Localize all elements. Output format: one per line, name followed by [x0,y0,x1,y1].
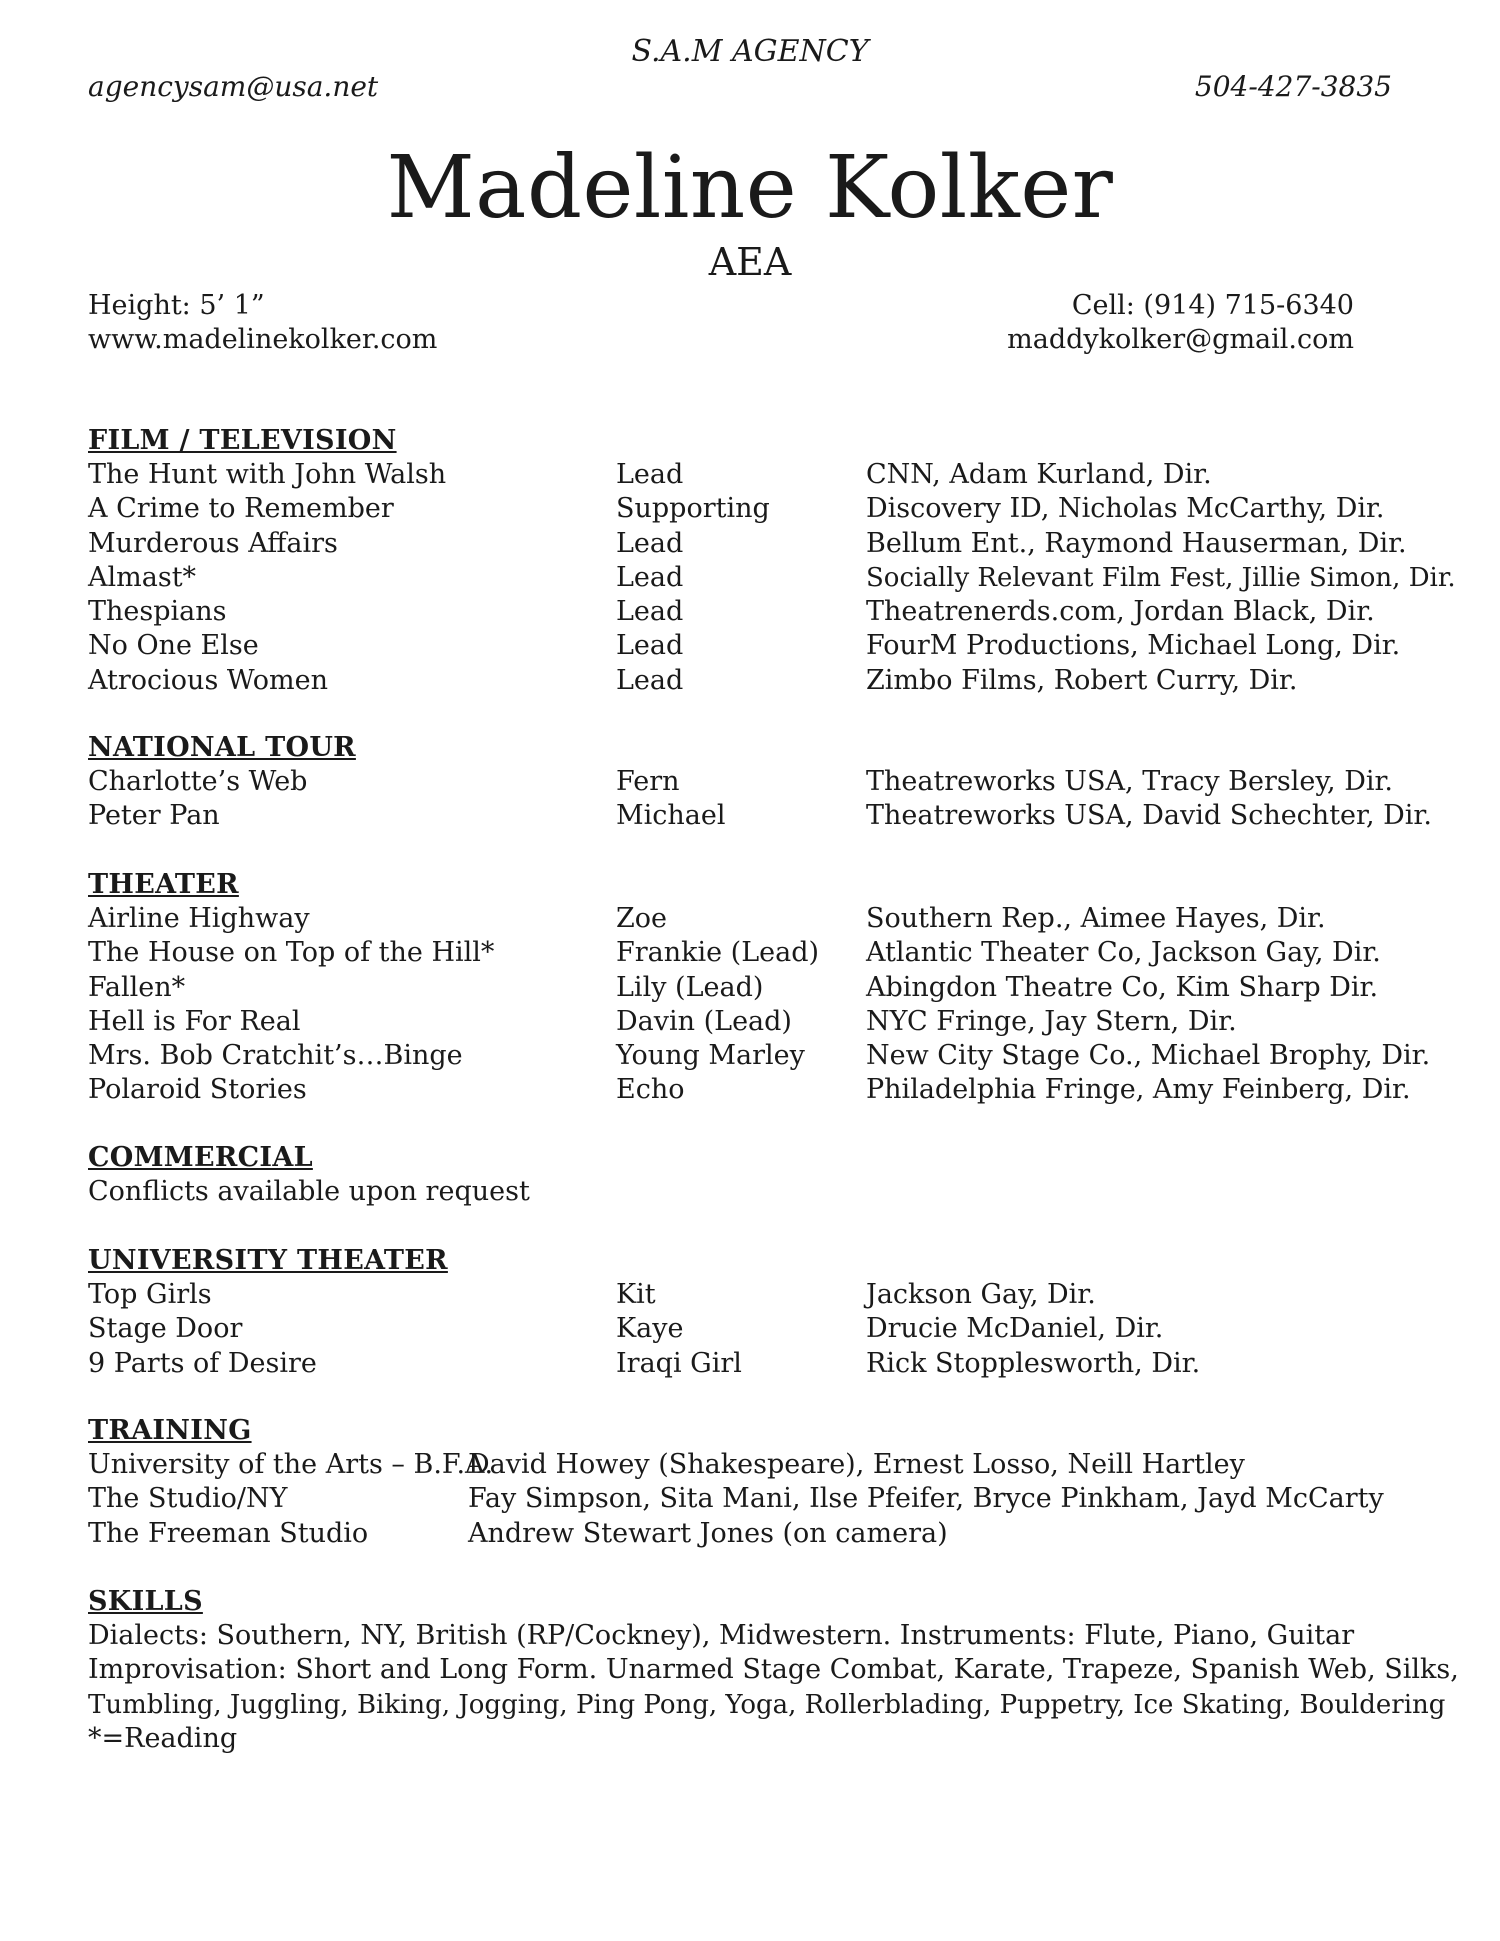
training-row [88,1448,1428,1482]
credit-title: Hell is For Real [88,1005,301,1037]
credit-role: Michael [616,800,726,832]
credit-company: Zimbo Films, Robert Curry, Dir. [866,664,1298,696]
credit-role: Lead [616,459,684,490]
credit-row [88,1073,1428,1107]
credit-title: Stage Door [88,1313,243,1345]
credit-title: The Hunt with John Walsh [88,459,447,490]
credit-row [88,595,1428,629]
credit-company: Socially Relevant Film Fest, Jillie Simon, Dir. [866,562,1456,593]
credit-row [88,765,1428,799]
credit-row [88,492,1428,526]
skills-line: Improvisation: Short and Long Form. Unarmed Stage Combat, Karate, Trapeze, Spanish Web, Silks, [88,1654,1459,1686]
credit-title: Almast* [88,561,197,593]
actor-height: Height: 5’ 1” [88,290,265,321]
credit-title: Polaroid Stories [88,1074,307,1106]
credit-role: Supporting [616,493,770,525]
film-tv-section [88,424,1456,698]
training-teachers: David Howey (Shakespeare), Ernest Losso, Neill Hartley [468,1449,1245,1480]
credit-role: Lead [616,561,684,593]
credit-row [88,1278,1428,1312]
credit-title: No One Else [88,630,259,662]
commercial-heading: COMMERCIAL [88,1142,313,1173]
training-teachers: Andrew Stewart Jones (on camera) [468,1517,948,1549]
credit-row [88,561,1456,595]
credit-row [88,527,1428,561]
credit-row [88,1347,1428,1381]
commercial-section [88,1141,1428,1209]
credit-role: Iraqi Girl [616,1347,742,1379]
skills-heading: SKILLS [88,1586,203,1617]
credit-title: Peter Pan [88,800,220,832]
credit-company: Abingdon Theatre Co, Kim Sharp Dir. [866,971,1379,1003]
credit-role: Lead [616,527,684,559]
credit-title: Charlotte’s Web [88,766,308,797]
credit-row [88,664,1428,698]
credit-company: Rick Stopplesworth, Dir. [866,1347,1201,1379]
credit-company: Theatreworks USA, Tracy Bersley, Dir. [866,766,1394,797]
credit-role: Echo [616,1074,685,1106]
credit-company: New City Stage Co., Michael Brophy, Dir. [866,1040,1431,1072]
credit-role: Fern [616,766,680,797]
credit-title: Mrs. Bob Cratchit’s…Binge [88,1040,463,1072]
credit-company: Theatrenerds.com, Jordan Black, Dir. [866,596,1375,628]
actor-email: maddykolker@gmail.com [1007,324,1354,355]
credit-company: Bellum Ent., Raymond Hauserman, Dir. [866,527,1407,559]
credit-row [88,1312,1428,1346]
training-heading: TRAINING [88,1415,252,1446]
credit-company: Atlantic Theater Co, Jackson Gay, Dir. [866,937,1381,969]
credit-title: Airline Highway [88,903,310,934]
credit-company: Drucie McDaniel, Dir. [866,1313,1164,1345]
credit-title: Thespians [88,596,227,628]
credit-role: Lead [616,596,684,628]
credit-title: Murderous Affairs [88,527,338,559]
credit-company: FourM Productions, Michael Long, Dir. [866,630,1401,662]
credit-company: Jackson Gay, Dir. [866,1279,1096,1310]
credit-role: Lead [616,664,684,696]
skills-line: Dialects: Southern, NY, British (RP/Cockney), Midwestern. Instruments: Flute, Piano, Guitar [88,1620,1355,1651]
national-tour-heading: NATIONAL TOUR [88,732,356,763]
credit-role: Zoe [616,903,667,934]
university-theater-heading: UNIVERSITY THEATER [88,1245,448,1276]
training-row [88,1517,1428,1551]
credit-company: NYC Fringe, Jay Stern, Dir. [866,1005,1237,1037]
credit-role: Young Marley [616,1040,805,1072]
agency-phone: 504-427-3835 [1194,70,1392,103]
actor-name: Madeline Kolker [386,138,1114,238]
training-section [88,1414,1428,1551]
union-affiliation: AEA [708,240,792,284]
training-school: University of the Arts – B.F.A. [88,1449,494,1480]
national-tour-section [88,731,1432,834]
credit-role: Lily (Lead) [616,971,764,1003]
credit-company: CNN, Adam Kurland, Dir. [866,459,1212,490]
credit-row [88,799,1432,833]
credit-role: Davin (Lead) [616,1005,792,1037]
credit-company: Theatreworks USA, David Schechter, Dir. [866,800,1432,832]
skills-section [88,1585,1459,1756]
credit-role: Kit [616,1279,656,1310]
reading-note: *=Reading [88,1722,238,1754]
training-school: The Freeman Studio [88,1517,369,1549]
credit-role: Kaye [616,1313,684,1345]
credit-row [88,902,1428,936]
credit-row [88,1039,1431,1073]
credit-role: Frankie (Lead) [616,937,820,969]
credit-row [88,936,1428,970]
credit-title: The House on Top of the Hill* [88,937,495,969]
credit-row [88,458,1428,492]
credit-row [88,629,1428,663]
university-theater-section [88,1244,1428,1381]
credit-row [88,1005,1428,1039]
credit-row [88,971,1428,1005]
credit-title: 9 Parts of Desire [88,1347,317,1379]
credit-role: Lead [616,630,684,662]
theater-heading: THEATER [88,869,239,900]
credit-company: Southern Rep., Aimee Hayes, Dir. [866,903,1326,934]
agency-email: agencysam@usa.net [88,70,379,103]
credit-title: Atrocious Women [88,664,329,696]
credit-title: Top Girls [88,1279,212,1310]
actor-website: www.madelinekolker.com [88,324,438,355]
credit-company: Philadelphia Fringe, Amy Feinberg, Dir. [866,1074,1411,1106]
credit-company: Discovery ID, Nicholas McCarthy, Dir. [866,493,1385,525]
skills-line: Tumbling, Juggling, Biking, Jogging, Ping Pong, Yoga, Rollerblading, Puppetry, Ice Skating, Bouldering [88,1689,1446,1720]
training-school: The Studio/NY [88,1483,288,1515]
actor-cell: Cell: (914) 715-6340 [1071,290,1354,321]
commercial-text: Conflicts available upon request [88,1176,530,1207]
film-tv-heading: FILM / TELEVISION [88,425,397,456]
training-teachers: Fay Simpson, Sita Mani, Ilse Pfeifer, Bryce Pinkham, Jayd McCarty [468,1483,1384,1515]
theater-section [88,868,1431,1108]
credit-title: Fallen* [88,971,186,1003]
credit-title: A Crime to Remember [88,493,394,525]
agency-name: S.A.M AGENCY [631,34,869,69]
training-row [88,1482,1428,1516]
